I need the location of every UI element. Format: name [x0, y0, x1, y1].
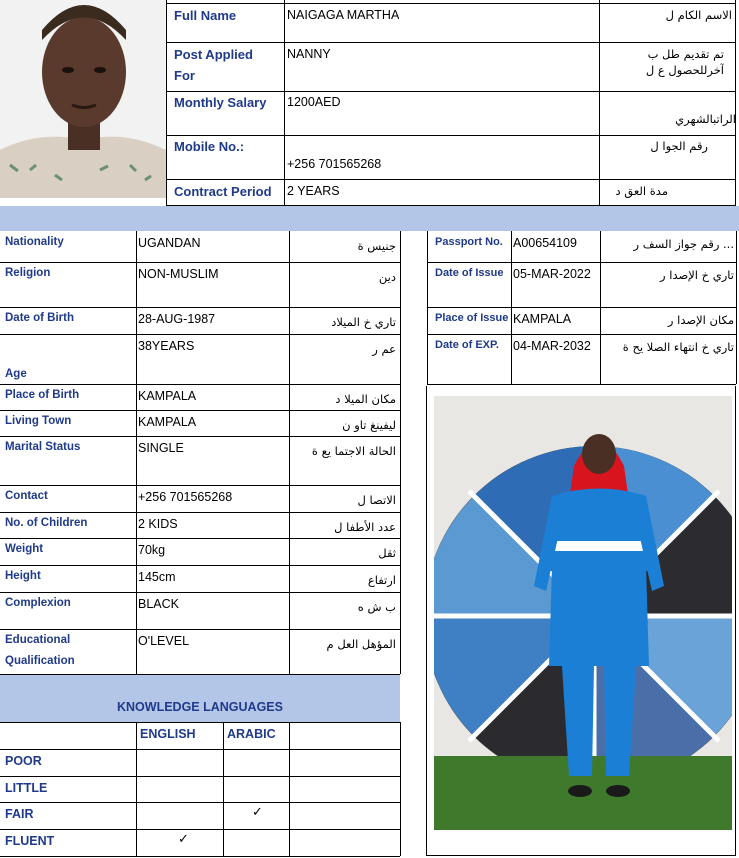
- personal-label: Height: [5, 570, 41, 582]
- personal-value: UGANDAN: [138, 236, 201, 250]
- arabic-check-icon: ✓: [252, 805, 263, 820]
- personal-label: Living Town: [5, 415, 72, 427]
- personal-value: 28-AUG-1987: [138, 312, 216, 326]
- personal-label: Religion: [5, 267, 51, 279]
- full-name-label: Full Name: [174, 8, 237, 23]
- personal-ar: جنيس ة: [357, 239, 396, 253]
- passport-value: 04-MAR-2032: [513, 339, 591, 353]
- post-ar-line2: آخرللحصول ع ل: [645, 63, 724, 77]
- mobile-label: Mobile No.:: [174, 139, 245, 154]
- section-band: [0, 206, 739, 231]
- mobile-ar: رقم الجوا ل: [650, 139, 708, 153]
- passport-label: Place of Issue: [435, 312, 509, 324]
- personal-ar: عدد الأطفا ل: [334, 520, 396, 534]
- personal-label: Place of Birth: [5, 389, 80, 401]
- personal-value: 2 KIDS: [138, 517, 178, 531]
- personal-label: Marital Status: [5, 441, 81, 453]
- salary-ar: الراتبالشهري: [675, 112, 736, 126]
- english-check-icon: ✓: [178, 832, 189, 847]
- passport-value: KAMPALA: [513, 312, 572, 326]
- lang-level-label: FLUENT: [5, 834, 55, 848]
- personal-value: 38YEARS: [138, 339, 195, 353]
- personal-value: +256 701565268: [138, 490, 233, 504]
- personal-ar: تاري خ الميلاد: [331, 315, 396, 329]
- passport-ar: مكان الإصدا ر: [667, 313, 734, 327]
- personal-ar: ب ش ه: [357, 600, 396, 614]
- personal-value: O'LEVEL: [138, 634, 190, 648]
- personal-ar: الحالة الاجتما يع ة: [311, 444, 396, 458]
- full-body-photo: [434, 396, 732, 830]
- languages-band: [0, 675, 400, 722]
- passport-ar: تاري خ الإصدا ر: [660, 268, 734, 282]
- personal-label: Contact: [5, 490, 48, 502]
- personal-ar: ارتفاع: [367, 573, 396, 587]
- passport-label: Passport No.: [435, 236, 503, 248]
- personal-label-line2: Qualification: [5, 655, 75, 667]
- personal-value: 145cm: [138, 570, 176, 584]
- salary-label: Monthly Salary: [174, 95, 267, 110]
- full-name-value: NAIGAGA MARTHA: [287, 8, 400, 22]
- lang-level-label: LITTLE: [5, 781, 48, 795]
- lang-col-arabic: ARABIC: [227, 727, 276, 741]
- full-name-ar: الاسم الكام ل: [665, 8, 732, 22]
- passport-ar: تاري خ انتهاء الصلا يح ة: [622, 340, 734, 354]
- personal-ar: عم ر: [372, 342, 396, 356]
- mobile-value: +256 701565268: [287, 157, 382, 171]
- lang-col-english: ENGLISH: [140, 727, 196, 741]
- personal-label: Nationality: [5, 236, 64, 248]
- lang-level-label: POOR: [5, 754, 42, 768]
- personal-ar: ثقل: [378, 546, 396, 560]
- personal-value: NON-MUSLIM: [138, 267, 219, 281]
- passport-label: Date of Issue: [435, 267, 504, 279]
- passport-value: A00654109: [513, 236, 577, 250]
- passport-ar: ... رقم جواز السف ر: [633, 237, 734, 251]
- post-value: NANNY: [287, 47, 331, 61]
- personal-ar: دين: [378, 270, 396, 284]
- salary-value: 1200AED: [287, 95, 341, 109]
- post-label-line2: For: [174, 68, 195, 83]
- languages-title: KNOWLEDGE LANGUAGES: [117, 700, 283, 714]
- personal-value: KAMPALA: [138, 389, 197, 403]
- portrait-photo: [0, 0, 166, 198]
- personal-label: Complexion: [5, 597, 71, 609]
- personal-value: BLACK: [138, 597, 179, 611]
- passport-value: 05-MAR-2022: [513, 267, 591, 281]
- personal-ar: ليفينغ تاو ن: [342, 418, 396, 432]
- personal-value: KAMPALA: [138, 415, 197, 429]
- contract-ar: مدة العق د: [615, 184, 668, 198]
- lang-level-label: FAIR: [5, 807, 34, 821]
- personal-label: Educational: [5, 634, 71, 646]
- personal-value: 70kg: [138, 543, 166, 557]
- personal-label: No. of Children: [5, 517, 88, 529]
- personal-label: Date of Birth: [5, 312, 74, 324]
- personal-label: Age: [5, 368, 27, 380]
- contract-value: 2 YEARS: [287, 184, 340, 198]
- post-label: Post Applied: [174, 47, 253, 62]
- passport-label: Date of EXP.: [435, 339, 499, 351]
- personal-value: SINGLE: [138, 441, 184, 455]
- personal-ar: مكان الميلا د: [335, 392, 396, 406]
- personal-ar: المؤهل العل م: [326, 637, 396, 651]
- post-ar: تم تقديم طل ب: [647, 47, 724, 61]
- contract-label: Contract Period: [174, 184, 272, 199]
- personal-ar: الاتصا ل: [357, 493, 396, 507]
- personal-label: Weight: [5, 543, 44, 555]
